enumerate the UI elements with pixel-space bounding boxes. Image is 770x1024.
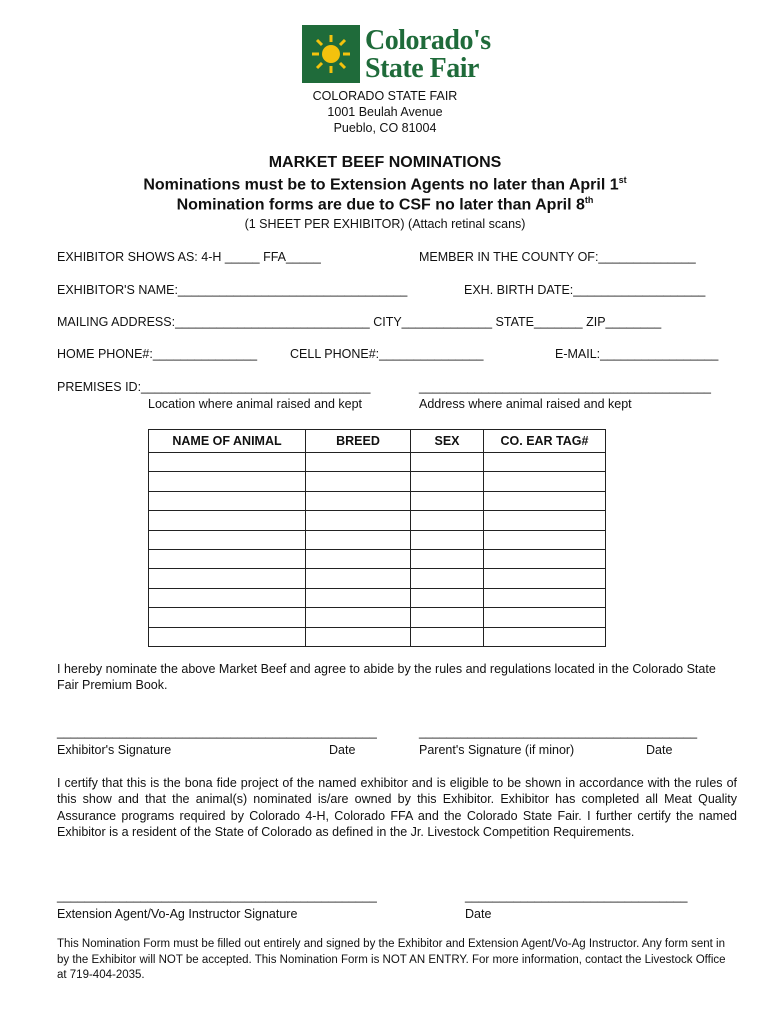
field-mailing-address[interactable]: MAILING ADDRESS:____________________________ CITY_____________ STATE_______ ZIP________ [57,315,662,329]
cell-name[interactable] [149,588,306,607]
footer-note: This Nomination Form must be filled out entirely and signed by the Exhibitor and Extension Agent/Vo-Ag Instructor. Any form sent in by the Exhibitor will NOT be accepted. This Nomination Form is NOT AN ENTRY. For more information, contact the Livestock Office at 719-404-2035. [57,938,726,981]
cell-ear-tag[interactable] [484,569,606,588]
agent-signature-line[interactable]: ______________________________________________ [57,889,377,903]
header-breed: BREED [306,430,411,453]
cell-breed[interactable] [306,569,411,588]
agent-signature-label: Extension Agent/Vo-Ag Instructor Signature [57,907,298,921]
field-premises-id[interactable]: PREMISES ID:_________________________________ [57,380,371,394]
cell-ear-tag[interactable] [484,608,606,627]
agent-date-line[interactable]: ________________________________ [465,889,688,903]
parent-date-label: Date [646,743,673,757]
header-ear-tag: CO. EAR TAG# [484,430,606,453]
cell-name[interactable] [149,627,306,646]
cell-name[interactable] [149,530,306,549]
field-county[interactable]: MEMBER IN THE COUNTY OF:______________ [419,250,696,264]
cell-name[interactable] [149,569,306,588]
cell-name[interactable] [149,511,306,530]
table-row [149,491,606,510]
table-row [149,569,606,588]
cell-name[interactable] [149,472,306,491]
cell-sex[interactable] [411,608,484,627]
exhibitor-signature-line[interactable]: ______________________________________________ [57,725,377,739]
cell-breed[interactable] [306,588,411,607]
sheet-note: (1 SHEET PER EXHIBITOR) (Attach retinal scans) [244,217,526,231]
cell-ear-tag[interactable] [484,453,606,472]
cell-breed[interactable] [306,491,411,510]
logo-line2: State Fair [365,53,479,84]
field-shows-as[interactable]: EXHIBITOR SHOWS AS: 4-H _____ FFA_____ [57,250,321,264]
agent-date-label: Date [465,907,492,921]
cell-ear-tag[interactable] [484,511,606,530]
animal-table [148,429,606,647]
cell-breed[interactable] [306,453,411,472]
table-row [149,472,606,491]
table-row [149,588,606,607]
colorado-state-fair-logo [302,25,494,85]
cell-name[interactable] [149,453,306,472]
cell-sex[interactable] [411,472,484,491]
cell-name[interactable] [149,549,306,568]
address-name: COLORADO STATE FAIR [312,89,458,103]
cell-name[interactable] [149,608,306,627]
cell-name[interactable] [149,491,306,510]
field-email[interactable]: E-MAIL:_________________ [555,347,719,361]
address-caption: Address where animal raised and kept [419,397,632,411]
field-premises-address[interactable]: __________________________________________ [419,380,711,394]
deadline-csf: Nomination forms are due to CSF no later than April 8th [176,195,594,214]
cell-breed[interactable] [306,472,411,491]
table-row [149,530,606,549]
certification-statement: I certify that this is the bona fide project of the named exhibitor and is eligible to be shown in accordance with the rules of this show and that the animal(s) nominated is/are owned by this Exhibitor. Exhibitor has completed all Meat Quality Assurance programs required by Colorado 4-H, Colorado FFA and the Colorado State Fair. I further certify the named Exhibitor is a resident of the State of Colorado as defined in the Jr. Livestock Competition Requirements. [57,776,737,839]
field-birth-date[interactable]: EXH. BIRTH DATE:___________________ [464,283,706,297]
header-sex: SEX [411,430,484,453]
cell-ear-tag[interactable] [484,549,606,568]
exhibitor-signature-label: Exhibitor's Signature [57,743,172,757]
location-caption: Location where animal raised and kept [148,397,363,411]
parent-signature-label: Parent's Signature (if minor) [419,743,575,757]
cell-ear-tag[interactable] [484,588,606,607]
exhibitor-date-label: Date [329,743,356,757]
cell-sex[interactable] [411,453,484,472]
cell-breed[interactable] [306,627,411,646]
table-header-row [149,430,606,453]
table-row [149,453,606,472]
cell-breed[interactable] [306,511,411,530]
cell-ear-tag[interactable] [484,627,606,646]
field-home-phone[interactable]: HOME PHONE#:_______________ [57,347,258,361]
cell-ear-tag[interactable] [484,472,606,491]
header-name-of-animal: NAME OF ANIMAL [149,430,306,453]
address-street: 1001 Beulah Avenue [327,105,443,119]
logo-line1: Colorado's [365,25,491,56]
table-row [149,549,606,568]
deadline-extension: Nominations must be to Extension Agents no later than April 1st [143,175,627,194]
cell-breed[interactable] [306,549,411,568]
cell-breed[interactable] [306,530,411,549]
cell-sex[interactable] [411,549,484,568]
field-cell-phone[interactable]: CELL PHONE#:_______________ [290,347,484,361]
cell-sex[interactable] [411,588,484,607]
sun-logo-mark [302,25,360,83]
table-row [149,627,606,646]
cell-sex[interactable] [411,511,484,530]
sun-icon [311,34,351,74]
table-row [149,608,606,627]
cell-sex[interactable] [411,569,484,588]
table-row [149,511,606,530]
cell-sex[interactable] [411,491,484,510]
field-exhibitor-name[interactable]: EXHIBITOR'S NAME:_________________________________ [57,283,408,297]
cell-ear-tag[interactable] [484,530,606,549]
nomination-statement: I hereby nominate the above Market Beef and agree to abide by the rules and regulations located in the Colorado State Fair Premium Book. [57,662,716,693]
form-title: MARKET BEEF NOMINATIONS [268,154,502,171]
cell-ear-tag[interactable] [484,491,606,510]
cell-breed[interactable] [306,608,411,627]
cell-sex[interactable] [411,627,484,646]
parent-signature-line[interactable]: ________________________________________ [419,725,698,739]
cell-sex[interactable] [411,530,484,549]
address-city: Pueblo, CO 81004 [333,121,437,135]
